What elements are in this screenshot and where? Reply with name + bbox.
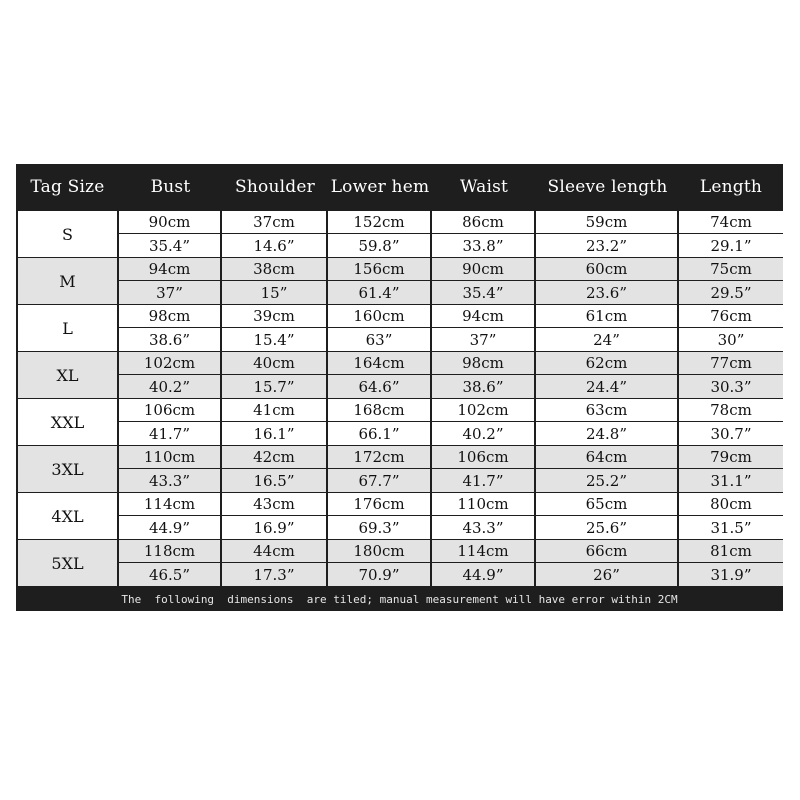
- length-inch-cell: 30.7”: [679, 422, 783, 445]
- shoulder-cm-cell: 39cm: [222, 305, 328, 328]
- waist-cm-cell: 94cm: [432, 305, 536, 328]
- bust-cm-cell: 90cm: [119, 211, 222, 234]
- waist-cm-cell: 102cm: [432, 399, 536, 422]
- bust-cm-cell: 106cm: [119, 399, 222, 422]
- shoulder-inch-cell: 15.4”: [222, 328, 328, 351]
- sleeve-length-cm-cell: 61cm: [536, 305, 679, 328]
- waist-cm-cell: 114cm: [432, 540, 536, 563]
- sleeve-length-cm-cell: 64cm: [536, 446, 679, 469]
- bust-inch-cell: 46.5”: [119, 563, 222, 586]
- lower-hem-cm-cell: 152cm: [328, 211, 432, 234]
- bust-inch-cell: 41.7”: [119, 422, 222, 445]
- lower-hem-inch-cell: 67.7”: [328, 469, 432, 492]
- sleeve-length-inch-cell: 25.6”: [536, 516, 679, 539]
- sleeve-length-inch-cell: 24.4”: [536, 375, 679, 398]
- sleeve-length-inch-cell: 23.6”: [536, 281, 679, 304]
- header-waist: Waist: [459, 177, 509, 197]
- lower-hem-inch-cell: 70.9”: [328, 563, 432, 586]
- size-row-group: [18, 351, 781, 398]
- bust-inch-cell: 37”: [119, 281, 222, 304]
- shoulder-inch-cell: 14.6”: [222, 234, 328, 257]
- shoulder-cm-cell: 42cm: [222, 446, 328, 469]
- sleeve-length-inch-cell: 24.8”: [536, 422, 679, 445]
- sleeve-length-cm-cell: 66cm: [536, 540, 679, 563]
- sleeve-length-cm-cell: 63cm: [536, 399, 679, 422]
- shoulder-cm-cell: 40cm: [222, 352, 328, 375]
- length-cm-cell: 75cm: [679, 258, 783, 281]
- header-length: Length: [699, 177, 763, 197]
- lower-hem-inch-cell: 69.3”: [328, 516, 432, 539]
- size-row-group: [18, 445, 781, 492]
- shoulder-cm-cell: 38cm: [222, 258, 328, 281]
- shoulder-inch-cell: 15”: [222, 281, 328, 304]
- shoulder-cm-cell: 41cm: [222, 399, 328, 422]
- sleeve-length-inch-cell: 23.2”: [536, 234, 679, 257]
- sleeve-length-cm-cell: 65cm: [536, 493, 679, 516]
- bust-cm-cell: 94cm: [119, 258, 222, 281]
- size-chart-table: [16, 164, 783, 611]
- length-inch-cell: 31.5”: [679, 516, 783, 539]
- tag-size-cell: XL: [18, 352, 119, 398]
- waist-inch-cell: 37”: [432, 328, 536, 351]
- lower-hem-inch-cell: 59.8”: [328, 234, 432, 257]
- length-cm-cell: 78cm: [679, 399, 783, 422]
- bust-inch-cell: 44.9”: [119, 516, 222, 539]
- header-bust: Bust: [150, 177, 191, 197]
- waist-inch-cell: 35.4”: [432, 281, 536, 304]
- tag-size-cell: L: [18, 305, 119, 351]
- header-sleeve-length: Sleeve length: [547, 177, 668, 197]
- sleeve-length-cm-cell: 59cm: [536, 211, 679, 234]
- lower-hem-inch-cell: 64.6”: [328, 375, 432, 398]
- tag-size-cell: S: [18, 211, 119, 257]
- lower-hem-cm-cell: 168cm: [328, 399, 432, 422]
- lower-hem-cm-cell: 160cm: [328, 305, 432, 328]
- size-row-group: [18, 398, 781, 445]
- length-cm-cell: 77cm: [679, 352, 783, 375]
- bust-cm-cell: 118cm: [119, 540, 222, 563]
- bust-cm-cell: 98cm: [119, 305, 222, 328]
- waist-inch-cell: 43.3”: [432, 516, 536, 539]
- tag-size-cell: 4XL: [18, 493, 119, 539]
- tag-size-cell: 3XL: [18, 446, 119, 492]
- lower-hem-cm-cell: 156cm: [328, 258, 432, 281]
- shoulder-inch-cell: 15.7”: [222, 375, 328, 398]
- lower-hem-cm-cell: 176cm: [328, 493, 432, 516]
- lower-hem-cm-cell: 164cm: [328, 352, 432, 375]
- size-row-group: [18, 492, 781, 539]
- waist-cm-cell: 110cm: [432, 493, 536, 516]
- sleeve-length-inch-cell: 26”: [536, 563, 679, 586]
- lower-hem-inch-cell: 66.1”: [328, 422, 432, 445]
- shoulder-cm-cell: 43cm: [222, 493, 328, 516]
- length-cm-cell: 80cm: [679, 493, 783, 516]
- sleeve-length-inch-cell: 25.2”: [536, 469, 679, 492]
- waist-cm-cell: 90cm: [432, 258, 536, 281]
- lower-hem-cm-cell: 180cm: [328, 540, 432, 563]
- bust-cm-cell: 110cm: [119, 446, 222, 469]
- tag-size-cell: 5XL: [18, 540, 119, 586]
- size-row-group: [18, 257, 781, 304]
- length-inch-cell: 30.3”: [679, 375, 783, 398]
- header-tag-size: Tag Size: [30, 177, 105, 197]
- lower-hem-inch-cell: 63”: [328, 328, 432, 351]
- header-shoulder: Shoulder: [235, 177, 315, 197]
- lower-hem-cm-cell: 172cm: [328, 446, 432, 469]
- bust-inch-cell: 43.3”: [119, 469, 222, 492]
- waist-inch-cell: 33.8”: [432, 234, 536, 257]
- waist-cm-cell: 98cm: [432, 352, 536, 375]
- shoulder-inch-cell: 16.9”: [222, 516, 328, 539]
- size-row-group: [18, 304, 781, 351]
- length-inch-cell: 29.1”: [679, 234, 783, 257]
- size-row-group: [18, 210, 781, 257]
- footer-note: The following dimensions are tiled; manual measurement will have error within 2CM: [16, 586, 783, 611]
- sleeve-length-inch-cell: 24”: [536, 328, 679, 351]
- length-cm-cell: 76cm: [679, 305, 783, 328]
- header-lower-hem: Lower hem: [330, 177, 430, 197]
- table-header: [16, 164, 783, 210]
- bust-inch-cell: 40.2”: [119, 375, 222, 398]
- size-row-group: [18, 539, 781, 586]
- length-inch-cell: 31.1”: [679, 469, 783, 492]
- length-cm-cell: 74cm: [679, 211, 783, 234]
- bust-cm-cell: 114cm: [119, 493, 222, 516]
- length-cm-cell: 81cm: [679, 540, 783, 563]
- waist-inch-cell: 38.6”: [432, 375, 536, 398]
- shoulder-cm-cell: 37cm: [222, 211, 328, 234]
- sleeve-length-cm-cell: 60cm: [536, 258, 679, 281]
- bust-cm-cell: 102cm: [119, 352, 222, 375]
- shoulder-inch-cell: 17.3”: [222, 563, 328, 586]
- length-cm-cell: 79cm: [679, 446, 783, 469]
- length-inch-cell: 30”: [679, 328, 783, 351]
- bust-inch-cell: 35.4”: [119, 234, 222, 257]
- waist-inch-cell: 40.2”: [432, 422, 536, 445]
- tag-size-cell: XXL: [18, 399, 119, 445]
- waist-cm-cell: 86cm: [432, 211, 536, 234]
- bust-inch-cell: 38.6”: [119, 328, 222, 351]
- sleeve-length-cm-cell: 62cm: [536, 352, 679, 375]
- length-inch-cell: 31.9”: [679, 563, 783, 586]
- shoulder-cm-cell: 44cm: [222, 540, 328, 563]
- table-body: [16, 210, 783, 586]
- waist-inch-cell: 41.7”: [432, 469, 536, 492]
- lower-hem-inch-cell: 61.4”: [328, 281, 432, 304]
- tag-size-cell: M: [18, 258, 119, 304]
- waist-cm-cell: 106cm: [432, 446, 536, 469]
- length-inch-cell: 29.5”: [679, 281, 783, 304]
- shoulder-inch-cell: 16.1”: [222, 422, 328, 445]
- shoulder-inch-cell: 16.5”: [222, 469, 328, 492]
- waist-inch-cell: 44.9”: [432, 563, 536, 586]
